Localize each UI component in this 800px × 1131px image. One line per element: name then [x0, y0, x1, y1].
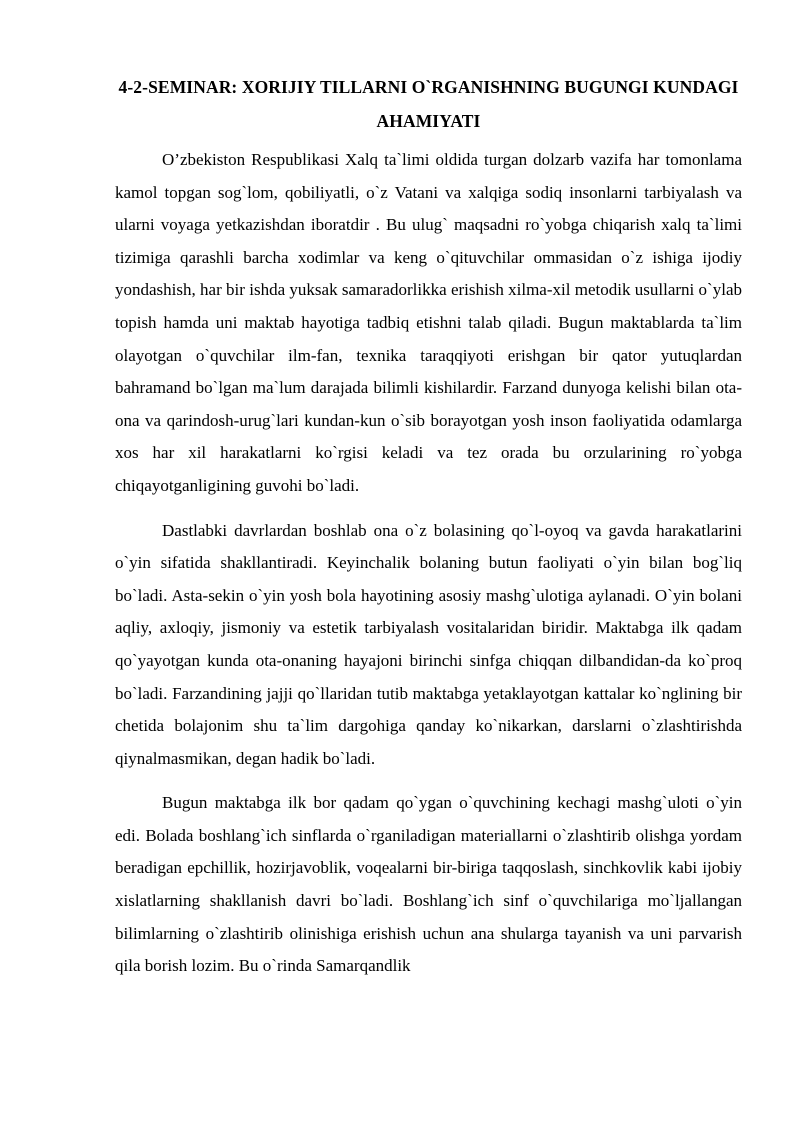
document-title: 4-2-SEMINAR: XORIJIY TILLARNI O`RGANISHNING BUGUNGI KUNDAGI AHAMIYATI [118, 77, 739, 131]
paragraph-1: O’zbekiston Respublikasi Xalq ta`limi oldida turgan dolzarb vazifa har tomonlama kamol topgan sog`lom, qobiliyatli, o`z Vatani va xalqiga sodiq insonlarni tarbiyalash va ularni voyaga yetkazishdan iboratdir . Bu ulug` maqsadni ro`yobga chiqarish xalq ta`limi tizimiga qarashli barcha xodimlar va keng o`qituvchilar ommasidan o`z ishiga ijodiy yondashish, har bir ishda yuksak samaradorlikka erishish xilma-xil metodik usullarni o`ylab topish hamda uni maktab hayotiga tadbiq etishni talab qiladi. Bugun maktablarda ta`lim olayotgan o`quvchilar ilm-fan, texnika taraqqiyoti erishgan bir qator yutuqlardan bahramand bo`lgan ma`lum darajada bilimli kishilardir. Farzand dunyoga kelishi bilan ota-ona va qarindosh-urug`lari kundan-kun o`sib borayotgan yosh inson faoliyatida odamlarga xos har xil harakatlarni ko`rgisi keladi va tez orada bu orzularining ro`yobga chiqayotganligining guvohi bo`ladi. [115, 150, 742, 495]
paragraph-3: Bugun maktabga ilk bor qadam qo`ygan o`quvchining kechagi mashg`uloti o`yin edi. Bolada boshlang`ich sinflarda o`rganiladigan materiallarni o`zlashtirib olishga yordam beradigan epchillik, hozirjavoblik, voqealarni bir-biriga taqqoslash, sinchkovlik kabi ijobiy xislatlarning shakllanish davri bo`ladi. Boshlang`ich sinf o`quvchilariga mo`ljallangan bilimlarning o`zlashtirib olinishiga erishish uchun ana shularga tayanish va uni parvarish qila borish lozim. Bu o`rinda Samarqandlik [115, 793, 742, 976]
paragraph-2: Dastlabki davrlardan boshlab ona o`z bolasining qo`l-oyoq va gavda harakatlarini o`yin sifatida shakllantiradi. Keyinchalik bolaning butun faoliyati o`yin bilan bog`liq bo`ladi. Asta-sekin o`yin yosh bola hayotining asosiy mashg`ulotiga aylanadi. O`yin bolani aqliy, axloqiy, jismoniy va estetik tarbiyalash vositalaridan biridir. Maktabga ilk qadam qo`yayotgan kunda ota-onaning hayajoni birinchi sinfga chiqqan dilbandidan-da ko`proq bo`ladi. Farzandining jajji qo`llaridan tutib maktabga yetaklayotgan kattalar ko`nglining bir chetida bolajonim shu ta`lim dargohiga qanday ko`nikarkan, darslarni o`zlashtirishda qiynalmasmikan, degan hadik bo`ladi. [115, 520, 742, 768]
document-body [115, 70, 742, 995]
